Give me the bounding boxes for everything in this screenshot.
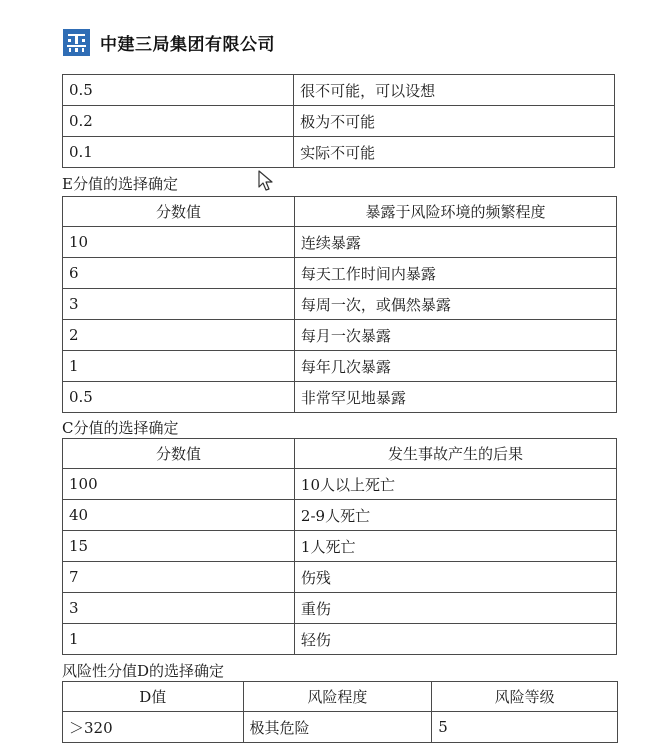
table-cell: 非常罕见地暴露 (294, 382, 616, 413)
table-header-cell: 风险等级 (432, 682, 618, 712)
table-cell: 极为不可能 (294, 106, 615, 137)
table-row (63, 382, 617, 413)
table-row (63, 75, 615, 106)
table-header-cell: D值 (63, 682, 244, 712)
table-cell: 2 (63, 320, 295, 351)
table-cell: 0.2 (63, 106, 294, 137)
d-table-caption: 风险性分值D的选择确定 (62, 662, 225, 680)
table-cell: 15 (63, 531, 295, 562)
table-row (63, 137, 615, 168)
e-table-caption: E分值的选择确定 (62, 175, 178, 193)
table-cell: 0.1 (63, 137, 294, 168)
table-row (63, 289, 617, 320)
table-row (63, 593, 617, 624)
table-row (63, 562, 617, 593)
table-cell: 10人以上死亡 (294, 469, 616, 500)
table-cell: 40 (63, 500, 295, 531)
mouse-cursor-icon (258, 170, 274, 196)
table-row (63, 351, 617, 382)
table-cell: 1 (63, 624, 295, 655)
table-cell: 1人死亡 (294, 531, 616, 562)
cscec-logo-icon (63, 29, 90, 56)
table-cell: 轻伤 (294, 624, 616, 655)
table-cell: 3 (63, 289, 295, 320)
table-cell: ＞320 (63, 712, 244, 743)
exposure-table (62, 196, 617, 413)
table-cell: 极其危险 (243, 712, 432, 743)
table-cell: 0.5 (63, 382, 295, 413)
table-cell: 每周一次，或偶然暴露 (294, 289, 616, 320)
table-row (63, 531, 617, 562)
table-header-cell: 发生事故产生的后果 (294, 439, 616, 469)
table-cell: 重伤 (294, 593, 616, 624)
document-header (63, 26, 275, 58)
table-row (63, 712, 618, 743)
table-cell: 伤残 (294, 562, 616, 593)
table-cell: 100 (63, 469, 295, 500)
table-cell: 连续暴露 (294, 227, 616, 258)
table-header-cell: 分数值 (63, 439, 295, 469)
table-header-cell: 分数值 (63, 197, 295, 227)
table-cell: 10 (63, 227, 295, 258)
table-cell: 实际不可能 (294, 137, 615, 168)
table-row (63, 624, 617, 655)
table-cell: 5 (432, 712, 618, 743)
table-cell: 2-9人死亡 (294, 500, 616, 531)
table-cell: 1 (63, 351, 295, 382)
table-cell: 3 (63, 593, 295, 624)
table-row (63, 500, 617, 531)
consequence-table (62, 438, 617, 655)
table-header-cell: 暴露于风险环境的频繁程度 (294, 197, 616, 227)
table-row (63, 469, 617, 500)
table-row (63, 258, 617, 289)
company-name: 中建三局集团有限公司 (100, 34, 275, 55)
table-cell: 0.5 (63, 75, 294, 106)
table-header-cell: 风险程度 (243, 682, 432, 712)
table-cell: 7 (63, 562, 295, 593)
table-row (63, 227, 617, 258)
risk-table (62, 681, 618, 743)
table-cell: 每天工作时间内暴露 (294, 258, 616, 289)
table-cell: 6 (63, 258, 295, 289)
table-cell: 很不可能，可以设想 (294, 75, 615, 106)
c-table-caption: C分值的选择确定 (62, 419, 179, 437)
table-cell: 每年几次暴露 (294, 351, 616, 382)
table-row (63, 320, 617, 351)
likelihood-table (62, 74, 615, 168)
table-row (63, 106, 615, 137)
table-cell: 每月一次暴露 (294, 320, 616, 351)
